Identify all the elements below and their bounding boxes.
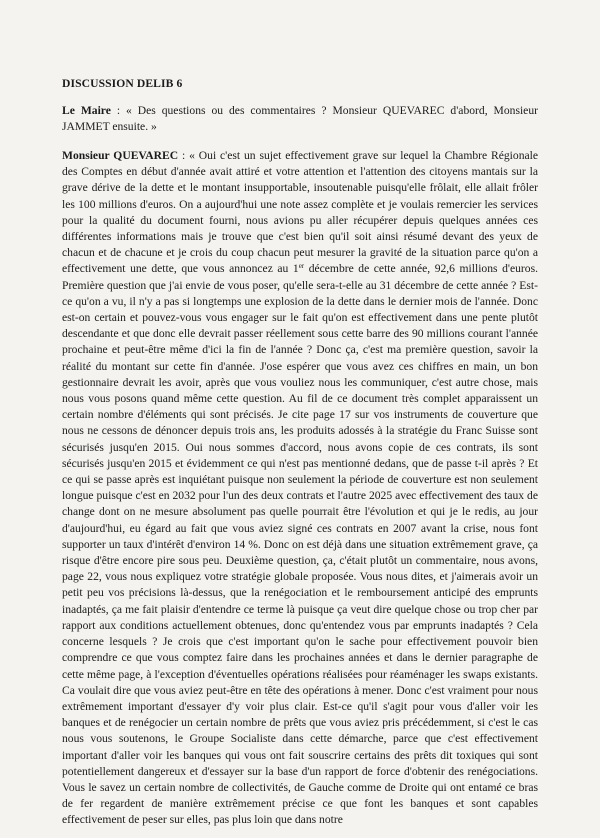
ordinal-superscript: er: [298, 262, 305, 271]
paragraph-text: : « Oui c'est un sujet effectivement grave sur lequel la Chambre Régionale des Comptes en début d'année avait attiré et votre attention et l'attention des citoyens mantais sur la grave dérive de la dette et le montant insupportable, insoutenable puisqu'elle frôlait, elle allait frôler les 100 millions d'euros. On a aujourd'hui une note assez complète et je voulais remercier les services pour la qualité du document fourni, nous avions pu aller récupérer depuis quelques années ces différentes informations mais je trouve que c'est bien qu'il soit ainsi résumé devant des yeux de chacun et de chacune et je crois du coup chacun peut mesurer la gravité de la situation parce qu'on a effectivement une dette, que vous annoncez au 1: [62, 149, 538, 276]
paragraph-quevarec: [62, 148, 538, 829]
paragraph-text: : « Des questions ou des commentaires ? Monsieur QUEVAREC d'abord, Monsieur JAMMET ensuite. »: [62, 104, 538, 134]
speaker-name: Le Maire: [62, 104, 111, 117]
paragraph-text-continued: décembre de cette année, 92,6 millions d'euros. Première question que j'ai envie de vous poser, qu'elle sera-t-elle au 31 décembre de cette année ? Est-ce qu'on a vu, il n'y a pas si longtemps une explosion de la dette dans le dernier mois de l'année. Donc est-on certain et pouvez-vous vous engager sur le fait qu'on est effectivement dans une pente plutôt descendante et que donc elle devrait passer réellement sous cette barre des 90 millions courant l'année prochaine et peut-être même d'ici la fin de l'année ? Donc ça, c'est ma première question, savoir la réalité du montant sur cette fin d'année. J'ose espérer que vous avez ces chiffres en main, un bon gestionnaire devrait les avoir, après que vous vouliez nous les communiquer, c'est autre chose, mais nous vous posons quand même cette question. Au fil de ce document très complet apparaissent un certain nombre d'éléments qui sont précisés. Je cite page 17 sur vos instruments de couverture que nous ne cessons de dénoncer depuis trois ans, les produits adossés à la stratégie du Franc Suisse sont sécurisés jusqu'en 2015. Oui nous sommes d'accord, nous avons copie de ces contrats, ils sont sécurisés jusqu'en 2015 et évidemment ce qui n'est pas mentionné dedans, que de passe t-il après ? Et ce qui se passe après est inquiétant puisque non seulement la période de couverture est non seulement longue puisque c'est en 2032 pour l'un des deux contrats et l'autre 2025 avec effectivement des taux de change dont on ne mesure absolument pas quelle pourrait être l'évolution et qui je le redis, au jour d'aujourd'hui, eu égard au fait que vous aviez signé ces contrats en 2007 avant la crise, nous font supporter un taux d'intérêt d'environ 14 %. Donc on est déjà dans une situation extrêmement grave, ça risque d'être encore pire sous peu. Deuxième question, ça, c'était plutôt un commentaire, nous avons, page 22, vous nous expliquez votre stratégie globale proposée. Vous nous dites, et j'aimerais avoir un petit peu vos précisions là-dessus, que la renégociation et le remboursement anticipé des emprunts inadaptés, ça me fait plaisir d'entendre ce terme là puisque ça veut dire quelque chose ou trop cher par rapport aux conditions actuellement obtenues, donc qu'entendez vous par emprunts inadaptés ? Cela concerne lesquels ? Je crois que c'est important qu'on le sache pour effectivement pouvoir bien comprendre ce que vous comptez faire dans les prochaines années et dans le dernier paragraphe de cette même page, à l'exception d'éventuelles opérations réalisées pour réaménager les swaps existants. Ca voulait dire que vous aviez peut-être en tête des opérations à mener. Donc c'est vraiment pour nous extrêmement important d'essayer d'y voir plus clair. Est-ce qu'il s'agit pour vous d'aller voir les banques et de renégocier un certain nombre de prêts que vous aviez pris précédemment, si c'est le cas nous vous soutenons, le Groupe Socialiste dans cette démarche, parce que c'est effectivement important d'aller voir les banques qui vous ont fait souscrire certains des prêts dit toxiques qui sont potentiellement dangereux et d'essayer sur la base d'un rapport de force d'obtenir des renégociations. Vous le savez un certain nombre de collectivités, de Gauche comme de Droite qui ont entamé ce bras de fer regardent de manière extrêmement précise ce que font les banques et sont capables effectivement de peser sur elles, pas plus loin que dans notre: [62, 262, 538, 827]
page-heading: DISCUSSION DELIB 6: [62, 77, 183, 90]
paragraph-maire: [62, 103, 538, 135]
speaker-name: Monsieur QUEVAREC: [62, 149, 179, 162]
